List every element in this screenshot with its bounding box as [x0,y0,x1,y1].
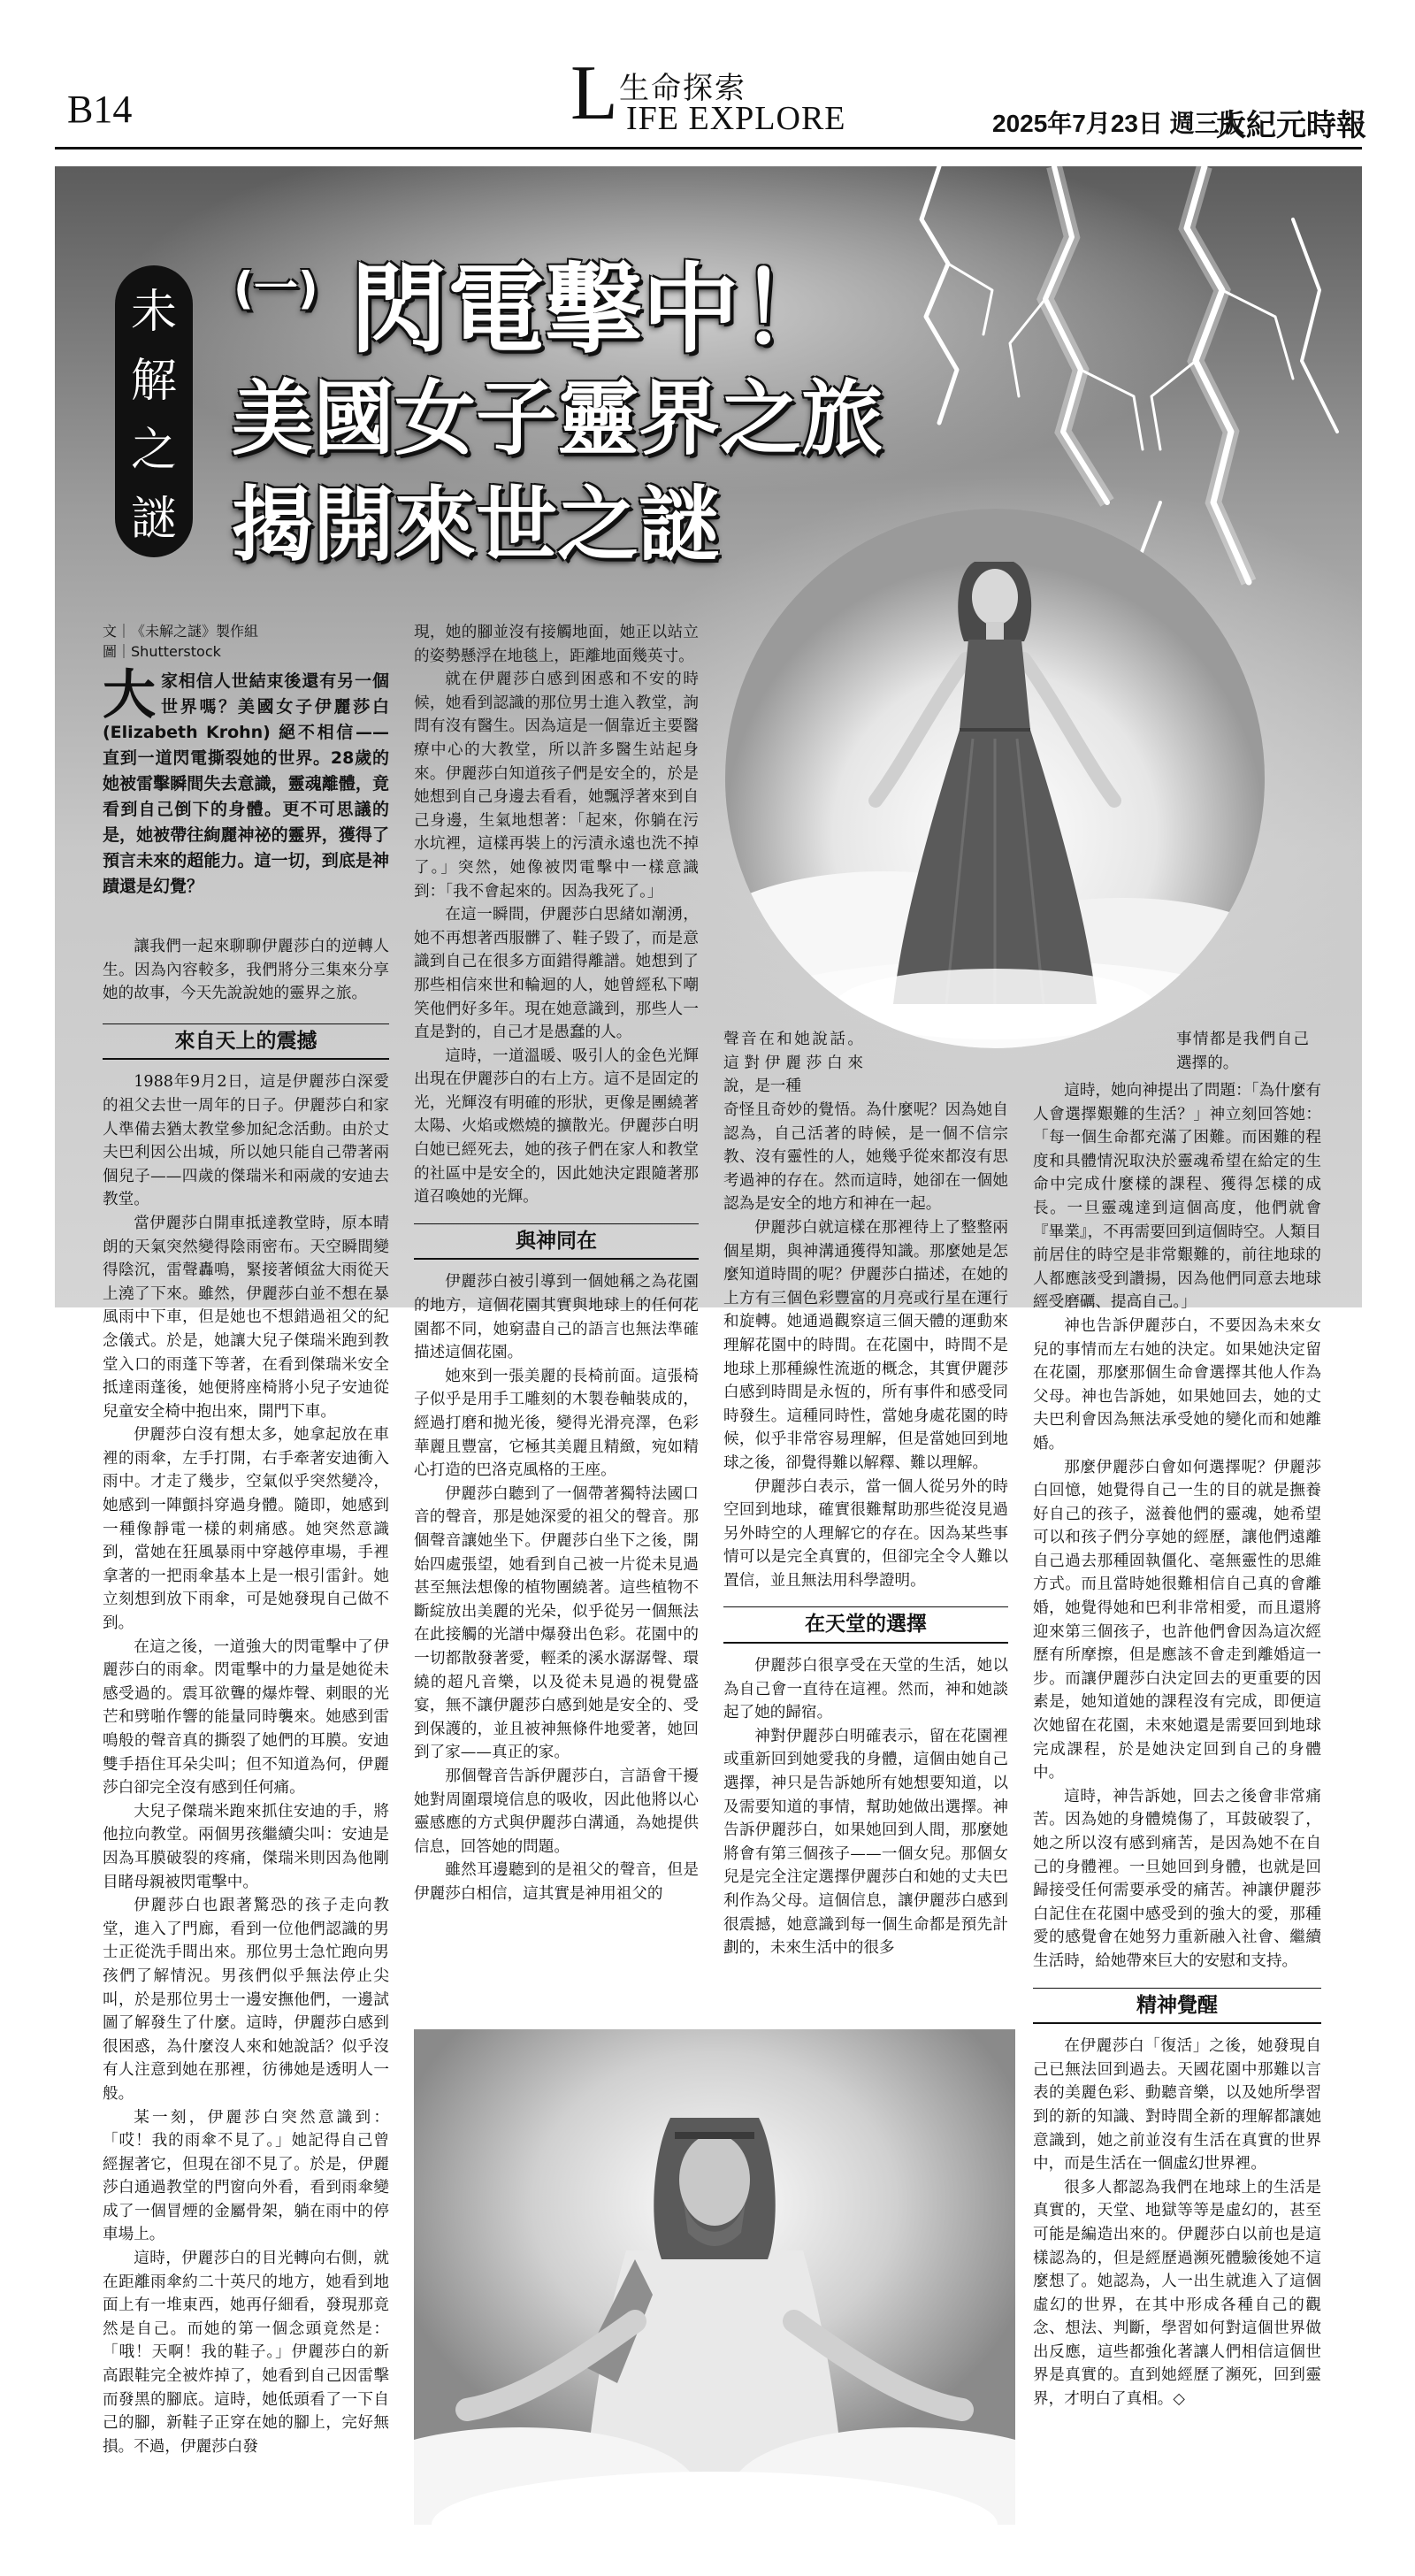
body-paragraph: 聲音在和她說話。這對伊麗莎白來說，是一種 [723,1031,863,1096]
body-paragraph: 她來到一張美麗的長椅前面。這張椅子似乎是用手工雕刻的木製卷軸裝成的，經過打磨和拋光後，變得光滑亮澤，色彩華麗且豐富，它極其美麗且精緻，宛如精心打造的巴洛克風格的王座。 [414,1367,699,1480]
body-paragraph: 1988年9月2日，這是伊麗莎白深愛的祖父去世一周年的日子。伊麗莎白和家人準備去猶太教堂參加紀念活動。由於丈夫巴利因公出城，所以她只能自己帶著兩個兒子——四歲的傑瑞米和兩歲的安迪去教堂。 [103,1073,389,1209]
newspaper-brand: 大紀元時報 [1216,108,1366,143]
credit-image-label: 圖｜ [103,643,132,660]
column-3 [723,1099,1008,1960]
intro-paragraph: 讓我們一起來聊聊伊麗莎白的逆轉人生。因為內容較多，我們將分三集來分享她的故事，今天先說說她的靈界之旅。 [103,938,389,1003]
body-paragraph: 這時，一道溫暖、吸引人的金色光輝出現在伊麗莎白的右上方。這不是固定的光，光輝沒有明確的形狀，更像是團繞著太陽、火焰或燃燒的擴散光。伊麗莎白明白她已經死去，她的孩子們在家人和教堂的社區中是安全的，因此她決定跟隨著那道召喚她的光輝。 [414,1046,699,1207]
section-title-initial: L [570,50,618,136]
series-badge-char: 未 [130,286,177,339]
body-paragraph: 這時，伊麗莎白的目光轉向右側，就在距離雨傘約二十英尺的地方，她看到地面上有一堆東西，她再仔細看，發現那竟然是自己。而她的第一個念頭竟然是：「哦！天啊！我的鞋子。」伊麗莎白的新高跟鞋完全被炸掉了，她看到自己因雷擊而發黑的腳底。這時，她低頭看了一下自己的腳，新鞋子正穿在她的腳上，完好無損。不過，伊麗莎白發 [103,2250,389,2456]
headline-line-2: 美國女子靈界之旅 [232,372,883,466]
body-paragraph: 伊麗莎白也跟著驚恐的孩子走向教堂，進入了門廊，看到一位他們認識的男士正從洗手間出來。那位男士急忙跑向男孩們了解情況。男孩們似乎無法停止尖叫，於是那位男士一邊安撫他們，一邊試圖了解發生了什麼。這時，伊麗莎白感到很困惑，為什麼沒人來和她說話？似乎沒有人注意到她在那裡，彷彿她是透明人一般。 [103,1897,389,2103]
headline-line-3: 揭開來世之謎 [232,478,721,572]
header-rule [55,147,1362,150]
section-heading: 與神同在 [414,1223,699,1261]
section-heading: 來自天上的震撼 [103,1024,389,1061]
section-heading: 精神覺醒 [1033,1988,1321,2025]
body-paragraph: 在這一瞬間，伊麗莎白思緒如潮湧，她不再想著西服髒了、鞋子毀了，而是意識到自己在很多方面錯得離譜。她想到了那些相信來世和輪迴的人，她曾經私下嘲笑他們好多年。現在她意識到，那些人一直是對的，自己才是愚蠢的人。 [414,906,699,1042]
body-paragraph: 這時，神告訴她，回去之後會非常痛苦。因為她的身體燒傷了，耳鼓破裂了，她之所以沒有感到痛苦，是因為她不在自己的身體裡。一旦她回到身體，也就是回歸接受任何需要承受的痛苦。神讓伊麗莎白記住在花園中感受到的強大的愛，那種愛的感覺會在她努力重新融入社會、繼續生活時，給她帶來巨大的安慰和支持。 [1033,1787,1321,1970]
body-paragraph: 這時，她向神提出了問題：「為什麼有人會選擇艱難的生活？」神立刻回答她：「每一個生命都充滿了困難。而困難的程度和具體情況取決於靈魂希望在給定的生命中完成什麼樣的課程、獲得怎樣的成長。一旦靈魂達到這個高度，他們就會『畢業』，不再需要回到這個時空。人類目前居住的時空是非常艱難的，前往地球的人都應該受到讚揚，因為他們同意去地球經受磨礪、提高自己。」 [1033,1082,1321,1312]
body-paragraph: 伊麗莎白聽到了一個帶著獨特法國口音的聲音，那是她深愛的祖父的聲音。那個聲音讓她坐下。伊麗莎白坐下之後，開始四處張望，她看到自己被一片從未見過甚至無法想像的植物團繞著。這些植物不斷綻放出美麗的光朵，似乎從另一個無法在此接觸的光譜中爆發出色彩。花園中的一切都散發著愛，輕柔的溪水潺潺聲、環繞的超凡音樂，以及從未見過的視覺盛宴，無不讓伊麗莎白感到她是安全的、受到保護的，並且被神無條件地愛著，她回到了家——真正的家。 [414,1484,699,1762]
series-badge-char: 之 [130,424,177,477]
figure-in-clouds-photo [414,2029,1015,2525]
issue-date: 2025年7月23日 週三版 [992,110,1244,137]
lede-dropcap: 大 [103,664,156,726]
body-paragraph: 某一刻，伊麗莎白突然意識到：「哎！我的雨傘不見了。」她記得自己曾經握著它，但現在卻不見了。於是，伊麗莎白通過教堂的門窗向外看，看到雨傘變成了一個冒煙的金屬骨架，躺在雨中的停車場上。 [103,2108,389,2244]
credit-text-label: 文｜ [103,623,132,640]
page-number: B14 [67,88,133,131]
body-paragraph: 伊麗莎白就這樣在那裡待上了整整兩個星期，與神溝通獲得知識。那麼她是怎麼知道時間的呢？伊麗莎白描述，在她的上方有三個色彩豐富的月亮或行星在運行和旋轉。她通過觀察這三個天體的運動來理解花園中的時間。在花園中，時間不是地球上那種線性流逝的概念，其實伊麗莎白感到時間是永恆的，所有事件和感受同時發生。這種同時性，當她身處花園的時候，似乎非常容易理解，但是當她回到地球之後，卻覺得難以解釋、難以理解。 [723,1218,1008,1472]
series-badge [115,265,193,557]
headline-line-1: 閃電擊中！ [350,253,837,366]
credit-image-value: Shutterstock [131,643,221,660]
body-paragraph: 神也告訴伊麗莎白，不要因為未來女兒的事情而左右她的決定。如果她決定留在花園，那麼那個生命會選擇其他人作為父母。神也告訴她，如果她回去，她的丈夫巴利會因為無法承受她的變化而和她離婚。 [1033,1316,1321,1453]
body-paragraph: 在這之後，一道強大的閃電擊中了伊麗莎白的雨傘。閃電擊中的力量是她從未感受過的。震耳欲聾的爆炸聲、刺眼的光芒和劈啪作響的能量同時襲來。她感到雷鳴般的聲音真的撕裂了她們的耳膜。安迪雙手捂住耳朵尖叫；但不知道為何，伊麗莎白卻完全沒有感到任何痛。 [103,1637,389,1798]
body-paragraph: 伊麗莎白沒有想太多，她拿起放在車裡的雨傘，左手打開，右手牽著安迪衝入雨中。才走了幾步，空氣似乎突然變冷，她感到一陣顫抖穿過身體。隨即，她感到一種像靜電一樣的刺痛感。她突然意識到，當她在狂風暴雨中穿越停車場，手裡拿著的一把雨傘基本上是一根引雷針。她立刻想到放下雨傘，可是她發現自己做不到。 [103,1426,389,1633]
body-paragraph: 那麼伊麗莎白會如何選擇呢？伊麗莎白回憶，她覺得自己一生的目的就是撫養好自己的孩子，滋養他們的靈魂，她希望可以和孩子們分享她的經歷，讓他們遠離自己過去那種固執僵化、毫無靈性的思維方式。而且當時她很難相信自己真的會離婚，她覺得她和巴利非常相愛，而且還將迎來第三個孩子，也許他們會因為這次經歷有所摩擦，但是應該不會走到離婚這一步。而讓伊麗莎白決定回去的更重要的因素是，她知道她的課程沒有完成，即便這次她留在花園，未來她還是需要回到地球完成課程，於是她決定回到自己的身體中。 [1033,1458,1321,1782]
series-badge-char: 謎 [130,493,177,546]
body-paragraph: 當伊麗莎白開車抵達教堂時，原本晴朗的天氣突然變得陰雨密布。天空瞬間變得陰沉，雷聲轟鳴，緊接著傾盆大雨從天上澆了下來。雖然，伊麗莎白並不想在暴風雨中下車，但是她也不想錯過祖父的紀念儀式。於是，她讓大兒子傑瑞米跑到教堂入口的雨蓬下等著，在看到傑瑞米安全抵達雨蓬後，她便將座椅將小兒子安迪從兒童安全椅中抱出來，開門下車。 [103,1214,389,1421]
body-paragraph: 事情都是我們自己選擇的。 [1176,1031,1309,1072]
column-4-wrap [1176,1028,1309,1075]
article-credits [103,621,386,662]
body-paragraph: 伊麗莎白很享受在天堂的生活，她以為自己會一直待在這裡。然而，神和她談起了她的歸宿。 [723,1657,1008,1722]
section-title-english: IFE EXPLORE [626,100,846,137]
section-title-chinese: 生命探索 [619,71,746,106]
lede-text: 家相信人世結束後還有另一個世界嗎？美國女子伊麗莎白(Elizabeth Krohn) 絕不相信——直到一道閃電撕裂她的世界。28歲的她被雷擊瞬間失去意識，靈魂離體，竟看到自己倒下的身體。更不可思議的是，她被帶往絢麗神祕的靈界，獲得了預言未來的超能力。這一切，到底是神蹟還是幻覺？ [103,671,389,896]
article-lede [103,664,389,900]
body-paragraph: 大兒子傑瑞米跑來抓住安迪的手，將他拉向教堂。兩個男孩繼續尖叫：安迪是因為耳膜破裂的疼痛，傑瑞米則因為他剛目睹母親被閃電擊中。 [103,1802,389,1891]
body-paragraph: 神對伊麗莎白明確表示，留在花園裡或重新回到她愛我的身體，這個由她自己選擇，神只是告訴她所有她想要知道，以及需要知道的事情，幫助她做出選擇。神告訴伊麗莎白，如果她回到人間，那麼她將會有第三個孩子——一個女兒。那個女兒是完全注定選擇伊麗莎白和她的丈夫巴利作為父母。這個信息，讓伊麗莎白感到很震撼，她意識到每一個生命都是預先計劃的，未來生活中的很多 [723,1727,1008,1958]
body-paragraph: 伊麗莎白被引導到一個她稱之為花園的地方，這個花園其實與地球上的任何花園都不同，她窮盡自己的語言也無法準確描述這個花園。 [414,1273,699,1362]
column-4 [1033,1079,1321,2411]
body-paragraph: 很多人都認為我們在地球上的生活是真實的，天堂、地獄等等是虛幻的，甚至可能是編造出來的。伊麗莎白以前也是這樣認為的，但是經歷過瀕死體驗後她不這麼想了。她認為，人一出生就進入了這個虛幻的世界，在其中形成各種自己的觀念、想法、判斷，學習如何對這個世界做出反應，這些都強化著讓人們相信這個世界是真實的。直到她經歷了瀕死，回到靈界，才明白了真相。◇ [1033,2178,1321,2409]
body-paragraph: 奇怪且奇妙的覺悟。為什麼呢？因為她自認為，自己活著的時候，是一個不信宗教、沒有靈性的人，她幾乎從來都沒有思考過神的存在。然而這時，她卻在一個她認為是安全的地方和神在一起。 [723,1101,1008,1214]
body-paragraph: 現，她的腳並沒有接觸地面，她正以站立的姿勢懸浮在地毯上，距離地面幾英寸。 [414,624,699,665]
section-heading: 在天堂的選擇 [723,1606,1008,1644]
body-paragraph: 伊麗莎白表示，當一個人從另外的時空回到地球，確實很難幫助那些從沒見過另外時空的人理解它的存在。因為某些事情可以是完全真實的，但卻完全令人難以置信，並且無法用科學證明。 [723,1477,1008,1590]
body-paragraph: 雖然耳邊聽到的是祖父的聲音，但是伊麗莎白相信，這其實是神用祖父的 [414,1861,699,1903]
column-3-wrap [723,1028,863,1099]
column-1 [103,935,389,2458]
body-paragraph: 就在伊麗莎白感到困惑和不安的時候，她看到認識的那位男士進入教堂，詢問有沒有醫生。因為這是一個靠近主要醫療中心的大教堂，所以許多醫生站起身來。伊麗莎白知道孩子們是安全的，於是她想到自己身邊去看看，她飄浮著來到自己身邊，生氣地想著：「起來，你躺在污水坑裡，這樣再裝上的污漬永遠也洗不掉了。」突然，她像被閃電擊中一樣意識到：「我不會起來的。因為我死了。」 [414,671,699,901]
series-badge-char: 解 [130,355,177,408]
body-paragraph: 在伊麗莎白「復活」之後，她發現自己已無法回到過去。天國花園中那難以言表的美麗色彩、動聽音樂，以及她所學習到的新的知識、對時間全新的理解都讓她意識到，她之前並沒有生活在真實的世界中，而是生活在一個虛幻世界裡。 [1033,2037,1321,2174]
body-paragraph: 那個聲音告訴伊麗莎白，言語會干擾她對周圍環境信息的吸收，因此他將以心靈感應的方式與伊麗莎白溝通，為她提供信息，回答她的問題。 [414,1767,699,1856]
woman-in-clouds-photo [725,509,1265,1048]
credit-text-value: 《未解之謎》製作組 [131,623,259,640]
column-2 [414,621,699,1905]
part-marker: (一) [233,263,318,314]
